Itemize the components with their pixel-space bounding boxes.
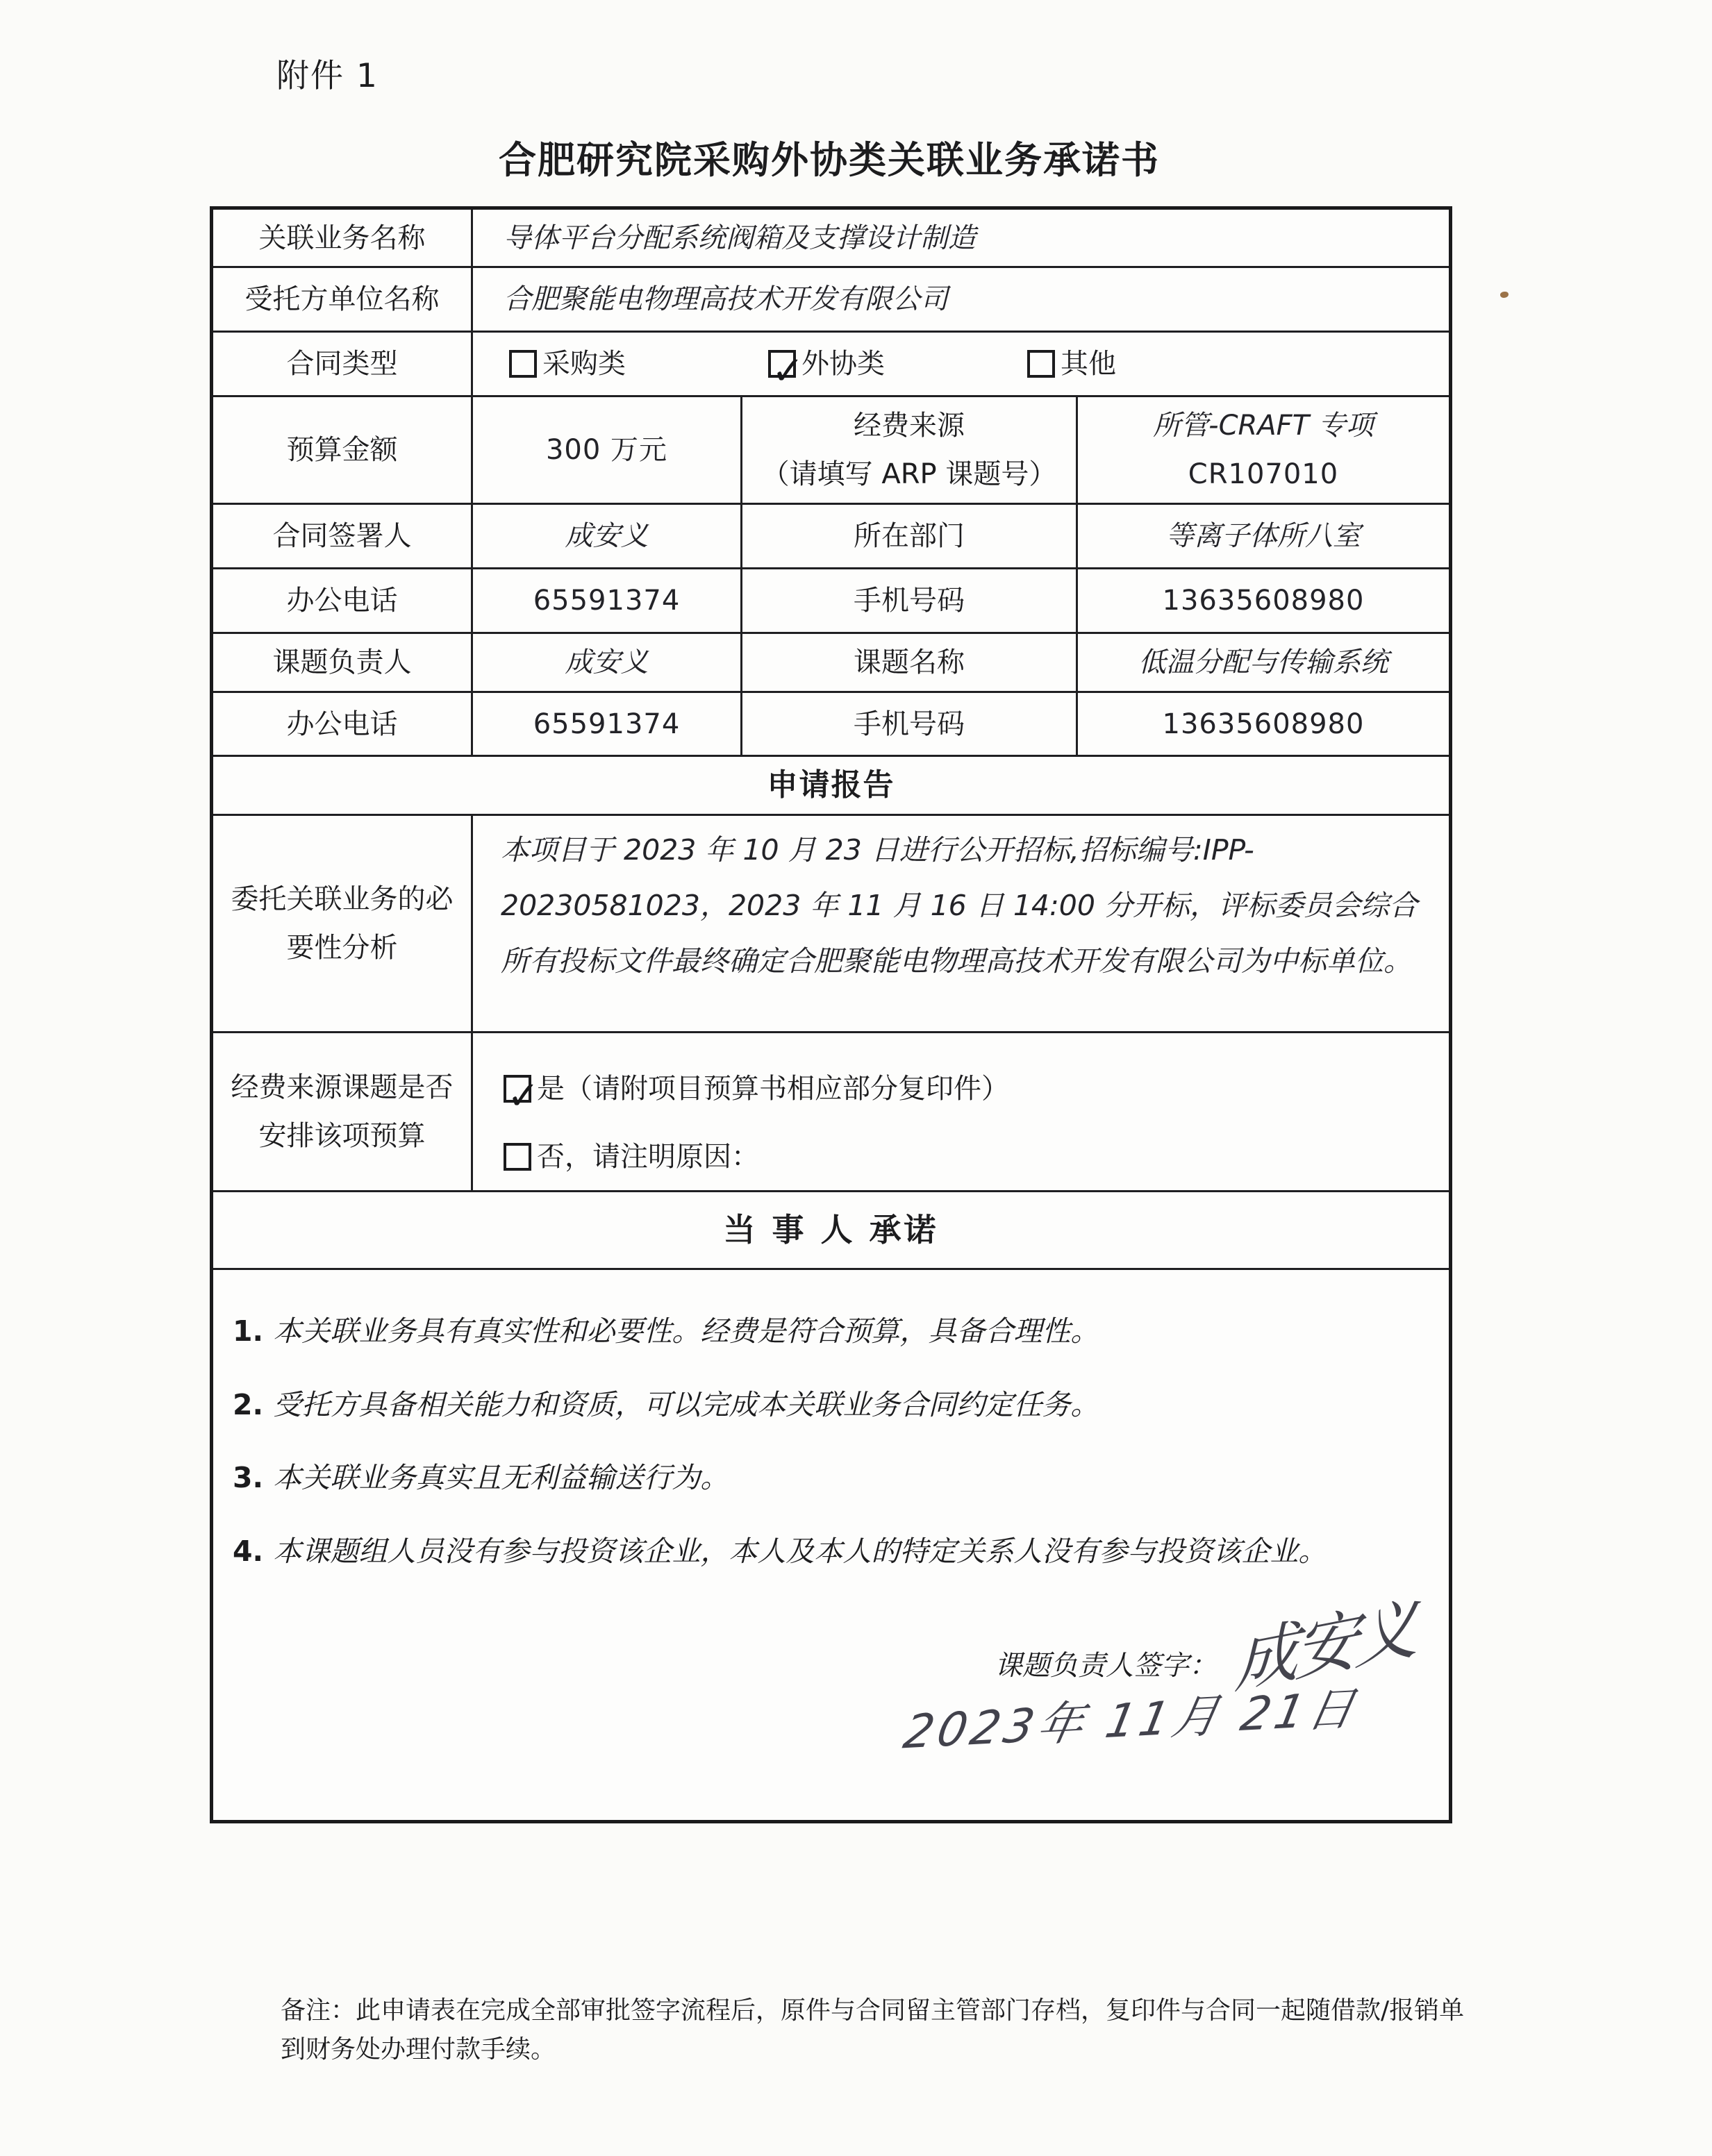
business-name-label: 关联业务名称 <box>212 208 472 267</box>
budget-arranged-options <box>472 1033 1451 1192</box>
row-budget <box>212 396 1451 504</box>
yes-checkbox-label: 是（请附项目预算书相应部分复印件） <box>537 1073 1009 1105</box>
purchase-checkbox[interactable] <box>509 350 537 378</box>
funding-source-label <box>742 396 1077 504</box>
form-title: 合肥研究院采购外协类关联业务承诺书 <box>499 138 1160 182</box>
contract-type-options <box>472 332 1451 396</box>
other-checkbox-label: 其他 <box>1061 348 1116 380</box>
outsourcing-checkbox[interactable] <box>768 350 796 378</box>
budget-amount: 300 万元 <box>472 396 742 504</box>
row-signer-phone <box>212 569 1451 633</box>
commitment-item-2: 受托方具备相关能力和资质，可以完成本关联业务合同约定任务。 <box>273 1387 1099 1421</box>
department-label: 所在部门 <box>742 504 1077 569</box>
funding-source-label-line1: 经费来源 <box>854 410 965 442</box>
row-contract-type <box>212 332 1451 396</box>
row-contract-signer <box>212 504 1451 569</box>
contract-type-option-other <box>1027 342 1116 386</box>
necessity-analysis-value: 本项目于 2023 年 10 月 23 日进行公开招标,招标编号:IPP-20230581023，2023 年 11 月 16 日 14:00 分开标，评标委员会综合所有投标文件最终确定合肥聚能电物理高技术开发有限公司为中标单位。 <box>472 815 1451 1033</box>
contract-signer-label: 合同签署人 <box>212 504 472 569</box>
trustee-unit-label: 受托方单位名称 <box>212 267 472 332</box>
project-name-value: 低温分配与传输系统 <box>1077 633 1451 692</box>
project-leader-label: 课题负责人 <box>212 633 472 692</box>
yes-checkbox[interactable] <box>504 1075 531 1103</box>
budget-label: 预算金额 <box>212 396 472 504</box>
funding-source-value-line2: CR107010 <box>1188 458 1339 490</box>
application-report-header: 申请报告 <box>212 756 1451 815</box>
department-value: 等离子体所八室 <box>1077 504 1451 569</box>
row-business-name <box>212 208 1451 267</box>
budget-arranged-label: 经费来源课题是否安排该项预算 <box>212 1033 472 1192</box>
no-checkbox[interactable] <box>504 1143 531 1171</box>
leader-mobile-label: 手机号码 <box>742 692 1077 756</box>
funding-source-label-line2: （请填写 ARP 课题号） <box>761 458 1057 490</box>
funding-source-value-line1: 所管-CRAFT 专项 <box>1153 410 1374 442</box>
scan-speck <box>1500 292 1509 298</box>
commitment-item-3: 本关联业务真实且无利益输送行为。 <box>273 1461 729 1495</box>
row-trustee-unit <box>212 267 1451 332</box>
row-necessity-analysis <box>212 815 1451 1033</box>
funding-source-value <box>1077 396 1451 504</box>
trustee-unit-value: 合肥聚能电物理高技术开发有限公司 <box>472 267 1451 332</box>
signer-mobile-value: 13635608980 <box>1077 569 1451 633</box>
signer-office-phone-value: 65591374 <box>472 569 742 633</box>
row-commitment-header <box>212 1192 1451 1269</box>
contract-type-label: 合同类型 <box>212 332 472 396</box>
signer-office-phone-label: 办公电话 <box>212 569 472 633</box>
contract-signer-value: 成安义 <box>472 504 742 569</box>
leader-mobile-value: 13635608980 <box>1077 692 1451 756</box>
row-commitments <box>212 1269 1451 1822</box>
budget-arranged-option-yes <box>504 1067 1442 1111</box>
commitments-cell <box>212 1269 1451 1822</box>
signature-label: 课题负责人签字： <box>995 1650 1217 1682</box>
commitment-header: 当 事 人 承诺 <box>212 1192 1451 1269</box>
leader-handwritten-signature: 成安义 <box>1233 1590 1415 1703</box>
commitments-list <box>233 1310 1421 1573</box>
attachment-label: 附件 1 <box>276 57 379 95</box>
leader-office-phone-label: 办公电话 <box>212 692 472 756</box>
row-leader-phone <box>212 692 1451 756</box>
contract-type-option-purchase <box>509 342 626 386</box>
signer-mobile-label: 手机号码 <box>742 569 1077 633</box>
row-application-report-header <box>212 756 1451 815</box>
row-budget-arranged <box>212 1033 1451 1192</box>
purchase-checkbox-label: 采购类 <box>542 348 626 380</box>
footer-note: 备注：此申请表在完成全部审批签字流程后，原件与合同留主管部门存档，复印件与合同一起随借款/报销单到财务处办理付款手续。 <box>281 1996 1465 2064</box>
handwritten-date: 2023年 11月 21日 <box>899 1681 1364 1760</box>
other-checkbox[interactable] <box>1027 350 1055 378</box>
necessity-analysis-label: 委托关联业务的必要性分析 <box>212 815 472 1033</box>
row-project-leader <box>212 633 1451 692</box>
commitment-item-4: 本课题组人员没有参与投资该企业，本人及本人的特定关系人没有参与投资该企业。 <box>273 1534 1327 1568</box>
project-leader-value: 成安义 <box>472 633 742 692</box>
no-checkbox-label: 否，请注明原因： <box>537 1141 759 1173</box>
contract-type-option-outsourcing <box>768 342 885 386</box>
leader-office-phone-value: 65591374 <box>472 692 742 756</box>
project-name-label: 课题名称 <box>742 633 1077 692</box>
budget-arranged-option-no <box>504 1135 1442 1179</box>
business-name-value: 导体平台分配系统阀箱及支撑设计制造 <box>472 208 1451 267</box>
outsourcing-checkbox-label: 外协类 <box>801 348 885 380</box>
commitment-item-1: 本关联业务具有真实性和必要性。经费是符合预算，具备合理性。 <box>273 1314 1099 1348</box>
commitment-form-table <box>210 206 1452 1823</box>
